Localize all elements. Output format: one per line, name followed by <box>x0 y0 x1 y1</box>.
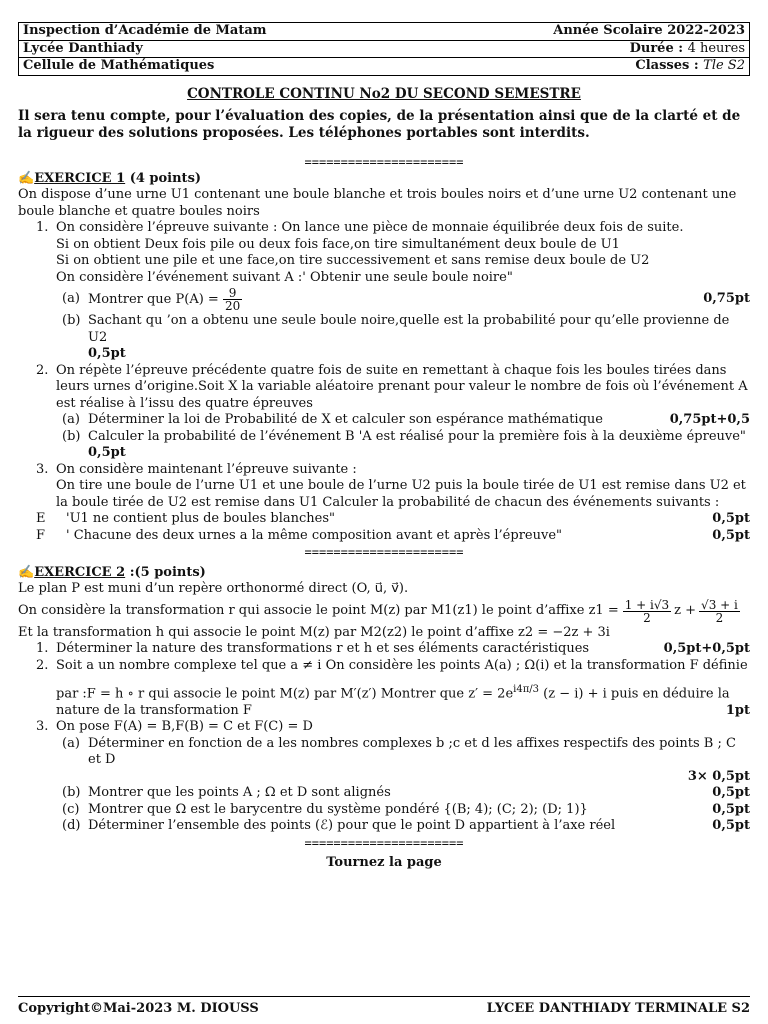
item-label: (b) <box>62 313 81 328</box>
points-badge: 0,75pt+0,5 <box>669 412 750 427</box>
item-number: 3. <box>36 461 49 477</box>
ex2-q3 <box>18 719 750 736</box>
ex1-q2a-text: Déterminer la loi de Probabilité de X et calculer son espérance mathématique <box>88 412 603 427</box>
ex2-q3d <box>18 818 750 835</box>
ex1-q1-line: On considère l’épreuve suivante : On lance une pièce de monnaie équilibrée deux fois de suite. <box>56 220 684 235</box>
ex1-q3-text: On considère maintenant l’épreuve suivante : <box>56 461 357 477</box>
fraction <box>223 287 242 312</box>
points-badge: 0,5pt <box>88 346 126 361</box>
ex2-q3b <box>18 785 750 802</box>
footer <box>18 996 750 1016</box>
exam-page <box>18 22 750 872</box>
item-number: 1. <box>36 220 49 235</box>
ex1-q2b-text: Calculer la probabilité de l’événement B 'A est réalisé pour la première fois à la deuxième épreuve" <box>88 428 746 444</box>
header-year: Année Scolaire 2022-2023 <box>553 23 745 38</box>
ex2-q1-text: Déterminer la nature des transformations r et h et ses éléments caractéristiques <box>56 641 590 656</box>
ex2-q2-line: par :F = h ∘ r qui associe le point M(z) par M′(z′) Montrer que z′ = 2e <box>56 686 514 702</box>
ex2-q3c-text: Montrer que Ω est le barycentre du système pondéré {(B; 4); (C; 2); (D; 1)} <box>88 801 588 817</box>
ex1-q1a-text <box>88 287 242 312</box>
ex2-q2 <box>18 658 750 720</box>
turn-page-note: Tournez la page <box>326 855 442 871</box>
class-label: Classes : <box>635 58 699 73</box>
fraction-den: 2 <box>715 610 724 625</box>
points-badge: 3× 0,5pt <box>687 768 750 784</box>
item-label: F <box>36 527 46 543</box>
points-badge: 0,5pt <box>712 801 750 817</box>
item-label: (a) <box>62 412 80 427</box>
ex1-q1b-text: Sachant qu ’on a obtenu une seule boule noire,quelle est la probabilité pour qu’elle provienne de U2 <box>88 313 730 345</box>
item-number: 2. <box>36 362 49 378</box>
ex2-q3d-text: Déterminer l’ensemble des points (ℰ) pour que le point D appartient à l’axe réel <box>88 818 616 834</box>
ex2-q3a-text: Déterminer en fonction de a les nombres complexes b ;c et d les affixes respectifs des points B ; C et D <box>88 735 736 768</box>
exponent: i4π/3 <box>513 684 540 695</box>
points-badge: 1pt <box>725 702 750 718</box>
ex1-q3 <box>18 462 750 512</box>
ex2-line2-text: On considère la transformation r qui associe le point M(z) par M1(z1) le point d’affixe z1 = <box>18 602 619 618</box>
separator: ====================== <box>304 545 464 559</box>
ex1-points: (4 points) <box>129 170 202 186</box>
fraction-den: 2 <box>643 610 651 625</box>
exercise-2 <box>18 565 750 835</box>
ex2-q2-formula <box>56 682 750 703</box>
ex2-line2-mid: z + <box>674 602 697 618</box>
ex2-line2 <box>18 599 750 624</box>
exercise-2-title <box>18 565 750 582</box>
points-badge: 0,75pt <box>703 291 750 307</box>
ex2-line1: Le plan P est muni d’un repère orthonormé direct (O, u⃗, v⃗). <box>18 581 409 596</box>
ex2-q2-end <box>56 703 750 720</box>
duration-value: 4 heures <box>687 40 745 56</box>
exercise-1-title <box>18 171 750 188</box>
ex1-q1-line: Si on obtient Deux fois pile ou deux fois face,on tire simultanément deux boule de U1 <box>56 236 620 252</box>
class-value: Tle S2 <box>703 58 745 73</box>
item-label: (b) <box>62 785 81 801</box>
header-class <box>426 58 750 76</box>
ex1-q1-line: Si on obtient une pile et une face,on tire successivement et sans remise deux boule de U2 <box>56 253 650 268</box>
ex1-q1a <box>18 287 750 312</box>
ex2-q3b-text: Montrer que les points A ; Ω et D sont alignés <box>88 785 391 801</box>
ex2-line3: Et la transformation h qui associe le point M(z) par M2(z2) le point d’affixe z2 = −2z + 3i <box>18 624 610 640</box>
footer-copyright: Copyright©Mai-2023 M. DIOUSS <box>18 1001 259 1016</box>
ex1-title-text: EXERCICE 1 <box>34 170 126 186</box>
fraction-num: 1 + i√3 <box>624 597 670 612</box>
ex1-intro: On dispose d’une urne U1 contenant une boule blanche et trois boules noirs et d’une urne U2 contenant une boule blanche et quatre boules noirs <box>18 187 737 219</box>
exam-intro: Il sera tenu compte, pour l’évaluation des copies, de la présentation ainsi que de la clarté et de la rigueur des solutions proposées. Les téléphones portables sont interdits. <box>18 108 741 141</box>
points-badge: 0,5pt <box>712 785 750 801</box>
item-label: (a) <box>62 291 80 307</box>
item-label: (a) <box>62 735 80 751</box>
ex1-q2 <box>18 363 750 413</box>
fraction <box>623 599 671 624</box>
ex2-q2-line: (z − i) + i puis en déduire la <box>543 686 730 702</box>
pencil-icon: ✍ <box>18 564 35 580</box>
separator: ====================== <box>304 835 464 850</box>
ex1-q2a <box>18 412 750 429</box>
ex2-q2-line: Soit a un nombre complexe tel que a ≠ i On considère les points A(a) ; Ω(i) et la transformation F définie <box>56 657 748 673</box>
ex1-q1a-stmt: Montrer que P(A) = <box>88 292 219 307</box>
fraction-num: √3 + i <box>701 597 738 612</box>
ex2-q3a <box>18 736 750 786</box>
item-label: (c) <box>62 801 80 817</box>
ex2-points: :(5 points) <box>129 564 206 580</box>
header-school: Lycée Danthiady <box>19 40 426 58</box>
item-label: (d) <box>62 818 81 834</box>
ex1-q1b <box>18 313 750 363</box>
ex2-q2-line: nature de la transformation F <box>56 702 252 718</box>
footer-school: LYCEE DANTHIADY TERMINALE S2 <box>486 1001 750 1016</box>
ex2-q3-text: On pose F(A) = B,F(B) = C et F(C) = D <box>56 719 313 735</box>
points-badge: 0,5pt <box>712 527 750 543</box>
item-label: E <box>36 511 46 526</box>
ex1-q2-text: On répète l’épreuve précédente quatre fois de suite en remettant à chaque fois les boules tirées dans leurs urnes d’origine.Soit X la variable aléatoire prenant pour valeur le nombre de fois où l’événement A est réalise à l’issu des quatre épreuves <box>56 362 748 411</box>
item-number: 3. <box>36 719 49 735</box>
ex2-q3c <box>18 802 750 819</box>
header-academy: Inspection d’Académie de Matam <box>23 23 267 38</box>
points-badge: 0,5pt <box>88 445 126 460</box>
item-label: (b) <box>62 428 81 444</box>
header-duration <box>426 40 750 58</box>
ex1-qE-text: 'U1 ne contient plus de boules blanches" <box>66 511 335 526</box>
ex2-q1 <box>18 641 750 658</box>
ex1-q2b <box>18 429 750 462</box>
ex1-qF <box>18 528 750 545</box>
ex1-qF-text: ' Chacune des deux urnes a la même composition avant et après l’épreuve" <box>66 527 562 543</box>
pencil-icon: ✍ <box>18 170 35 186</box>
ex1-q1 <box>18 220 750 286</box>
ex1-q1-line: On considère l’événement suivant A :' Obtenir une seule boule noire" <box>56 269 513 285</box>
ex1-q3-body: On tire une boule de l’urne U1 et une boule de l’urne U2 puis la boule tirée de U1 est remise dans U2 et la boule tirée de U2 est remise dans U1 Calculer la probabilité de chacun des événements suivants : <box>56 478 746 510</box>
points-badge: 0,5pt <box>712 818 750 834</box>
item-number: 1. <box>36 641 49 656</box>
ex2-title-text: EXERCICE 2 <box>34 564 126 580</box>
exam-title: CONTROLE CONTINU No2 DU SECOND SEMESTRE <box>187 85 581 102</box>
ex1-qE <box>18 511 750 528</box>
duration-label: Durée : <box>629 40 684 56</box>
separator: ====================== <box>304 155 464 169</box>
fraction-den: 20 <box>224 299 241 313</box>
fraction <box>699 599 740 624</box>
points-badge: 0,5pt <box>712 511 750 526</box>
item-number: 2. <box>36 657 49 673</box>
points-badge: 0,5pt+0,5pt <box>663 641 750 656</box>
header-table <box>18 22 750 76</box>
fraction-num: 9 <box>223 287 242 300</box>
exercise-1 <box>18 171 750 545</box>
header-cell: Cellule de Mathématiques <box>19 58 426 76</box>
